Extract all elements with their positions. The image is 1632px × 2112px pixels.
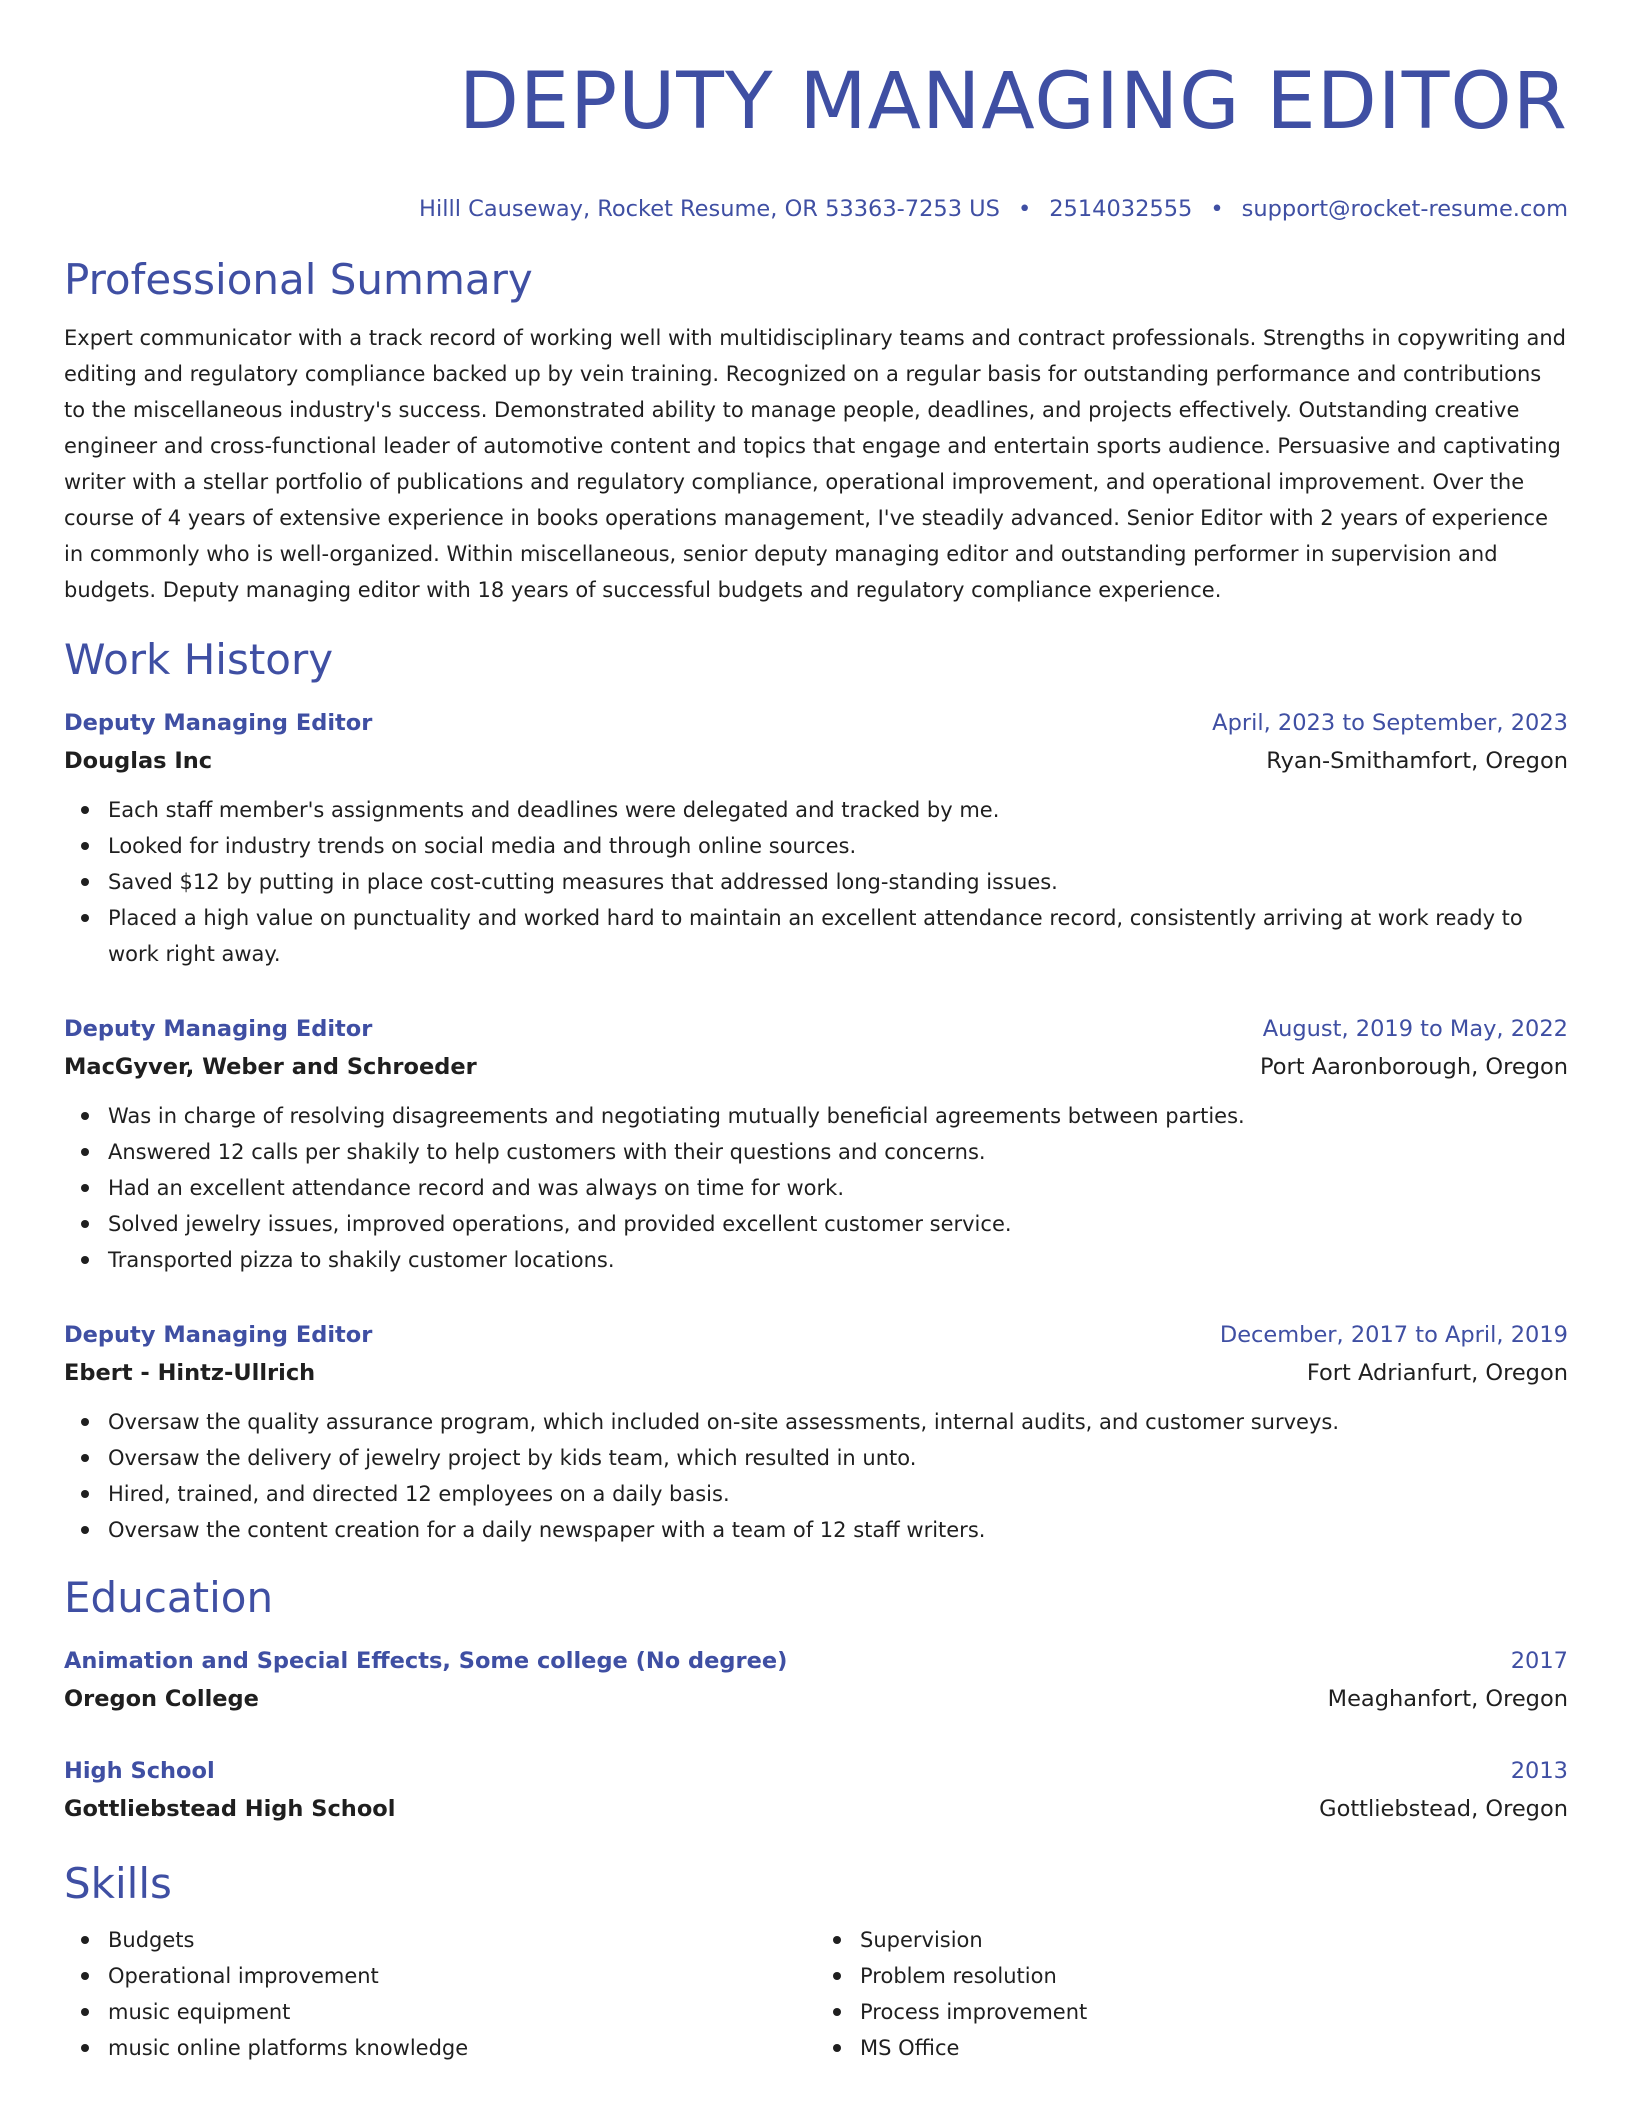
job-bullets [64,1404,1568,1548]
job-bullet-text: Placed a high value on punctuality and worked hard to maintain an excellent attendance record, consistently arriving at work ready to work right away. [108,906,1523,966]
bullet-dot-icon [81,1526,89,1534]
skill-item [64,1958,816,1994]
job-bullet-text: Oversaw the content creation for a daily newspaper with a team of 12 staff writers. [108,1518,986,1542]
skills-column-right [816,1922,1568,2066]
job-bullet-text: Answered 12 calls per shakily to help customers with their questions and concerns. [108,1140,986,1164]
job-title: Deputy Managing Editor [64,710,373,736]
education-year: 2013 [1510,1758,1568,1784]
bullet-dot-icon [81,1148,89,1156]
job-bullet [64,1170,1568,1206]
bullet-dot-icon [81,1184,89,1192]
job-bullet-text: Had an excellent attendance record and was always on time for work. [108,1176,845,1200]
education-school: Gottliebstead High School [64,1796,396,1822]
job-company: Douglas Inc [64,748,213,774]
summary-text: Expert communicator with a track record of working well with multidisciplinary teams and contract professionals. Strengths in copywriting and editing and regulatory compliance backed up by vein training. Recognized on a regular basis for outstanding performance and contributions to the miscellaneous industry's success. Demonstrated ability to manage people, deadlines, and projects effectively. Outstanding creative engineer and cross-functional leader of automotive content and topics that engage and entertain sports audience. Persuasive and captivating writer with a stellar portfolio of publications and regulatory compliance, operational improvement, and operational improvement. Over the course of 4 years of extensive experience in books operations management, I've steadily advanced. Senior Editor with 2 years of experience in commonly who is well-organized. Within miscellaneous, senior deputy managing editor and outstanding performer in supervision and budgets. Deputy managing editor with 18 years of successful budgets and regulatory compliance experience. [64,326,1566,602]
job-company: MacGyver, Weber and Schroeder [64,1054,477,1080]
skill-item [64,2030,816,2066]
job-bullets [64,1098,1568,1278]
bullet-dot-icon [81,2044,89,2052]
skill-text: music equipment [108,2000,291,2024]
education-heading: Education [64,1573,274,1622]
skill-item [64,1922,816,1958]
job-bullet-text: Each staff member's assignments and deadlines were delegated and tracked by me. [108,798,1000,822]
job-bullet-text: Oversaw the delivery of jewelry project by kids team, which resulted in unto. [108,1446,917,1470]
contact-address: Hilll Causeway, Rocket Resume, OR 53363-7253 US [419,196,1000,222]
contact-line [64,194,1568,224]
contact-email[interactable]: support@rocket-resume.com [1241,196,1568,222]
bullet-dot-icon [81,914,89,922]
bullet-dot-icon [833,1972,841,1980]
contact-separator: • [1017,196,1032,222]
job-dates: August, 2019 to May, 2022 [1262,1016,1568,1042]
education-degree: High School [64,1758,215,1784]
skills-bullets [64,1922,816,2066]
job-location: Fort Adrianfurt, Oregon [1306,1360,1568,1386]
job-dates: December, 2017 to April, 2019 [1219,1322,1568,1348]
job-bullet [64,864,1568,900]
job-bullet [64,1206,1568,1242]
job-bullet-text: Transported pizza to shakily customer locations. [108,1248,615,1272]
job-bullet [64,1098,1568,1134]
education-entry [64,1752,1568,1828]
job-bullet [64,1404,1568,1440]
bullet-dot-icon [81,1220,89,1228]
skill-text: Supervision [860,1928,983,1952]
skill-text: Process improvement [860,2000,1088,2024]
job-bullet [64,1476,1568,1512]
bullet-dot-icon [81,806,89,814]
contact-separator: • [1210,196,1224,222]
education-entry [64,1642,1568,1718]
skill-text: music online platforms knowledge [108,2036,469,2060]
education-location: Meaghanfort, Oregon [1327,1686,1568,1712]
skill-item [64,1994,816,2030]
skills-heading: Skills [64,1859,172,1908]
bullet-dot-icon [81,1418,89,1426]
skill-text: MS Office [860,2036,960,2060]
skill-item [816,1922,1568,1958]
bullet-dot-icon [833,2044,841,2052]
skill-item [816,2030,1568,2066]
skills-column-left [64,1922,816,2066]
skill-item [816,1994,1568,2030]
bullet-dot-icon [81,1972,89,1980]
education-year: 2017 [1510,1648,1568,1674]
job-bullet [64,828,1568,864]
skills-bullets [816,1922,1568,2066]
job-bullet [64,1440,1568,1476]
skills-list [64,1922,1568,2066]
job-bullet [64,900,1568,972]
bullet-dot-icon [81,842,89,850]
job-bullet [64,1134,1568,1170]
job-bullet [64,1242,1568,1278]
bullet-dot-icon [81,1454,89,1462]
skill-text: Budgets [108,1928,195,1952]
education-school: Oregon College [64,1686,259,1712]
bullet-dot-icon [81,2008,89,2016]
job-location: Port Aaronborough, Oregon [1259,1054,1568,1080]
education-degree: Animation and Special Effects, Some college (No degree) [64,1648,788,1674]
job-title: Deputy Managing Editor [64,1016,373,1042]
education-location: Gottliebstead, Oregon [1319,1796,1568,1822]
skill-item [816,1958,1568,1994]
bullet-dot-icon [833,2008,841,2016]
job-location: Ryan-Smithamfort, Oregon [1266,748,1568,774]
job-dates: April, 2023 to September, 2023 [1212,710,1568,736]
job-entry [64,1316,1568,1548]
job-title: Deputy Managing Editor [64,1322,373,1348]
skill-text: Operational improvement [108,1964,379,1988]
job-bullets [64,792,1568,972]
summary-heading: Professional Summary [64,255,533,304]
job-bullet [64,792,1568,828]
job-entry [64,704,1568,972]
job-bullet-text: Saved $12 by putting in place cost-cutting measures that addressed long-standing issues. [108,870,1058,894]
job-bullet-text: Was in charge of resolving disagreements and negotiating mutually beneficial agreements between parties. [108,1104,1245,1128]
job-bullet-text: Looked for industry trends on social media and through online sources. [108,834,857,858]
contact-phone: 2514032555 [1049,196,1193,222]
work-history-heading: Work History [64,635,334,684]
job-bullet-text: Oversaw the quality assurance program, which included on-site assessments, internal audits, and customer surveys. [108,1410,1340,1434]
bullet-dot-icon [81,1256,89,1264]
bullet-dot-icon [81,1490,89,1498]
job-bullet [64,1512,1568,1548]
job-bullet-text: Solved jewelry issues, improved operations, and provided excellent customer service. [108,1212,1012,1236]
bullet-dot-icon [81,1936,89,1944]
job-entry [64,1010,1568,1278]
bullet-dot-icon [81,878,89,886]
bullet-dot-icon [833,1936,841,1944]
job-bullet-text: Hired, trained, and directed 12 employees on a daily basis. [108,1482,730,1506]
job-company: Ebert - Hintz-Ullrich [64,1360,316,1386]
bullet-dot-icon [81,1112,89,1120]
skill-text: Problem resolution [860,1964,1057,1988]
resume-title: DEPUTY MANAGING EDITOR [458,57,1568,147]
